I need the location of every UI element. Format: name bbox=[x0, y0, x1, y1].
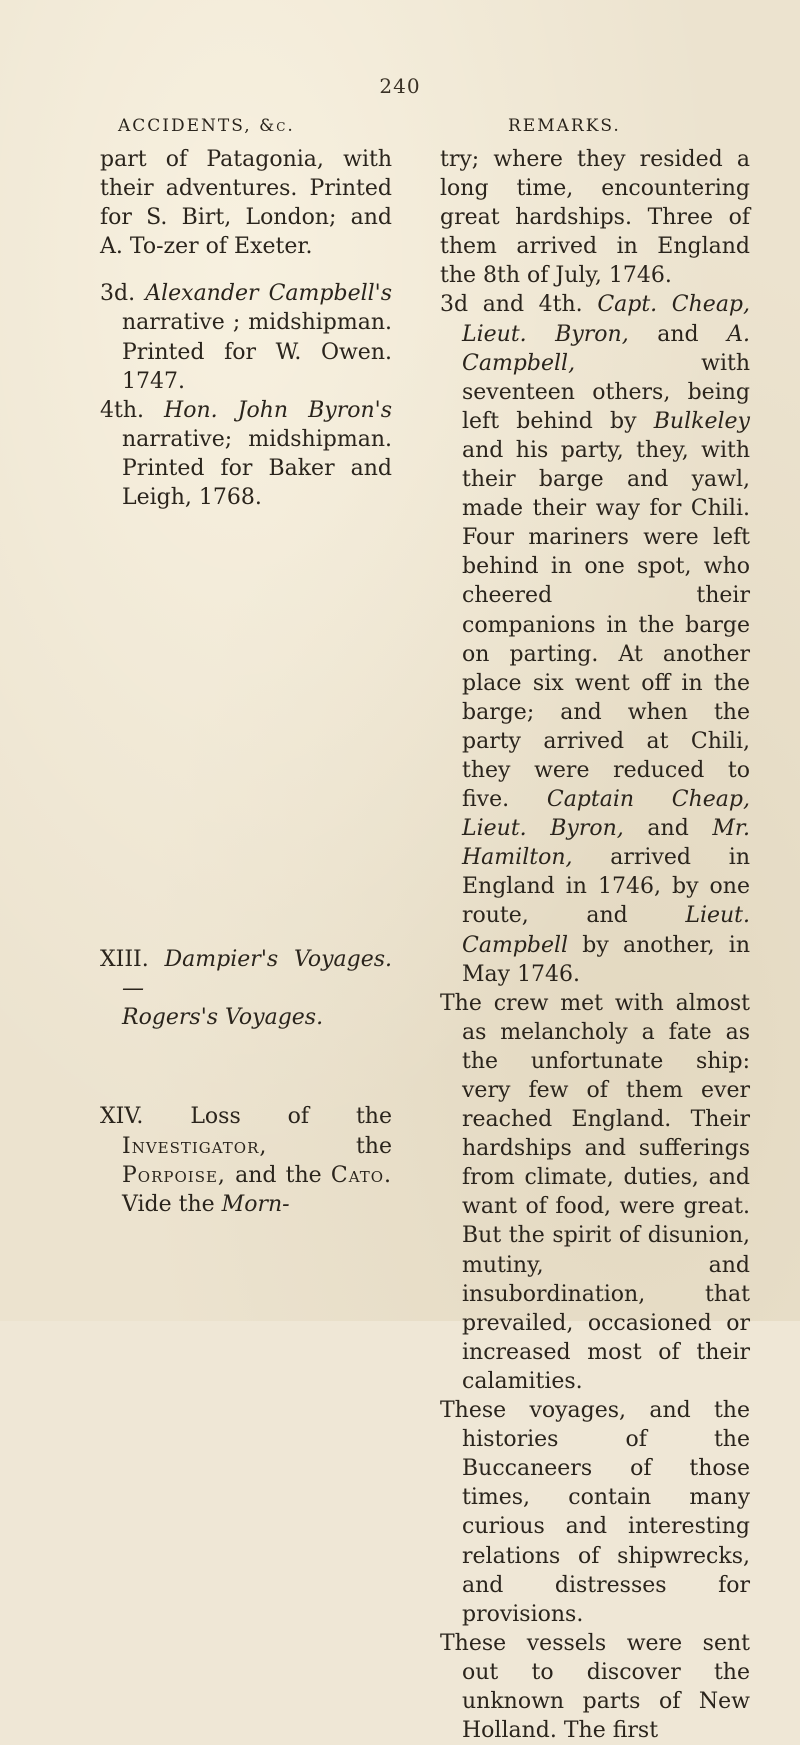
entry-4-name-2: Rogers's Voyages. bbox=[122, 1005, 324, 1031]
entry-5-text-c: and the bbox=[235, 1162, 322, 1188]
left-column-header: ACCIDENTS, &c. bbox=[118, 116, 295, 136]
right-para-5: These vessels were sent out to discover the unknown parts of New Holland. The first bbox=[440, 1630, 750, 1744]
right-column-header: REMARKS. bbox=[508, 116, 621, 136]
para-2-text-1: with seventeen others, being left behind by bbox=[462, 350, 750, 434]
left-column bbox=[100, 145, 392, 1219]
page-number: 240 bbox=[379, 74, 421, 98]
para-2-names-4: Captain Cheap, Lieut. Byron, bbox=[462, 787, 750, 842]
para-2-names-5: Mr. Hamilton, bbox=[462, 816, 751, 871]
para-2-names-6: Lieut. Campbell bbox=[462, 903, 750, 958]
right-para-4: These voyages, and the histories of the Buccaneers of those times, contain many curious and interesting relations of shipwrecks, and distresses for provisions. bbox=[440, 1398, 750, 1627]
entry-5-ship-1: Investigator, bbox=[122, 1133, 268, 1159]
left-entry-4 bbox=[100, 945, 392, 1032]
right-column bbox=[440, 145, 750, 1745]
para-2-names-3: Bulkeley bbox=[653, 408, 750, 434]
entry-5-text-b: the bbox=[355, 1133, 392, 1159]
entry-4-number: XIII. bbox=[100, 947, 149, 973]
para-2-names-2: A. Campbell, bbox=[462, 321, 750, 376]
para-2-text-4: by another, in May 1746. bbox=[462, 932, 750, 987]
right-para-3: The crew met with almost as melancholy a fate as the unfortunate ship: very few of them ever reached England. Their hardships and sufferings from climate, duties, and want of food, were great. But the spirit of disunion, mutiny, and insubordination, that prevailed, occasioned or increased most of their calamities. bbox=[440, 990, 750, 1394]
entry-2-name: Alexander Campbell's bbox=[145, 281, 393, 307]
para-2-and-1: and bbox=[657, 321, 699, 347]
entry-5-number: XIV. bbox=[100, 1104, 144, 1130]
left-entry-3 bbox=[100, 396, 392, 512]
para-2-text-3: arrived in England in 1746, by one route, and bbox=[462, 845, 750, 929]
entry-3-text: narrative; midshipman. Printed for Baker and Leigh, 1768. bbox=[122, 426, 392, 511]
left-entry-2 bbox=[100, 279, 392, 395]
entry-5-ship-2: Porpoise, bbox=[122, 1162, 226, 1188]
entry-5-ref: Morn- bbox=[221, 1191, 290, 1217]
entry-3-number: 4th. bbox=[100, 397, 144, 423]
para-2-and-2: and bbox=[647, 816, 689, 842]
left-entry-1: part of Patagonia, with their adventures. Printed for S. Birt, London; and A. To-zer of Exeter. bbox=[100, 147, 392, 260]
para-2-text-2: and his party, they, with their barge and yawl, made their way for Chili. Four mariners were left behind in one spot, who cheered their companions in the barge on parting. At another place six went off in the barge; and when the party arrived at Chili, they were reduced to five. bbox=[462, 437, 750, 813]
entry-4-name: Dampier's Voyages.— bbox=[122, 947, 392, 1002]
right-para-1: try; where they resided a long time, encountering great hardships. Three of them arrived in England the 8th of July, 1746. bbox=[440, 147, 750, 289]
entry-5-ship-3: Cato. bbox=[330, 1162, 392, 1188]
para-2-lead: 3d and 4th. bbox=[440, 292, 583, 318]
entry-5-text-a: Loss of the bbox=[190, 1104, 392, 1130]
left-entry-5 bbox=[100, 1102, 392, 1218]
entry-2-number: 3d. bbox=[100, 281, 136, 307]
entry-5-text-d: Vide the bbox=[122, 1191, 215, 1217]
para-2-names-1: Capt. Cheap, Lieut. Byron, bbox=[462, 292, 751, 347]
right-para-2 bbox=[440, 290, 750, 988]
entry-3-name: Hon. John Byron's bbox=[164, 397, 392, 423]
entry-2-text: narrative ; midshipman. Printed for W. Owen. 1747. bbox=[122, 310, 392, 394]
